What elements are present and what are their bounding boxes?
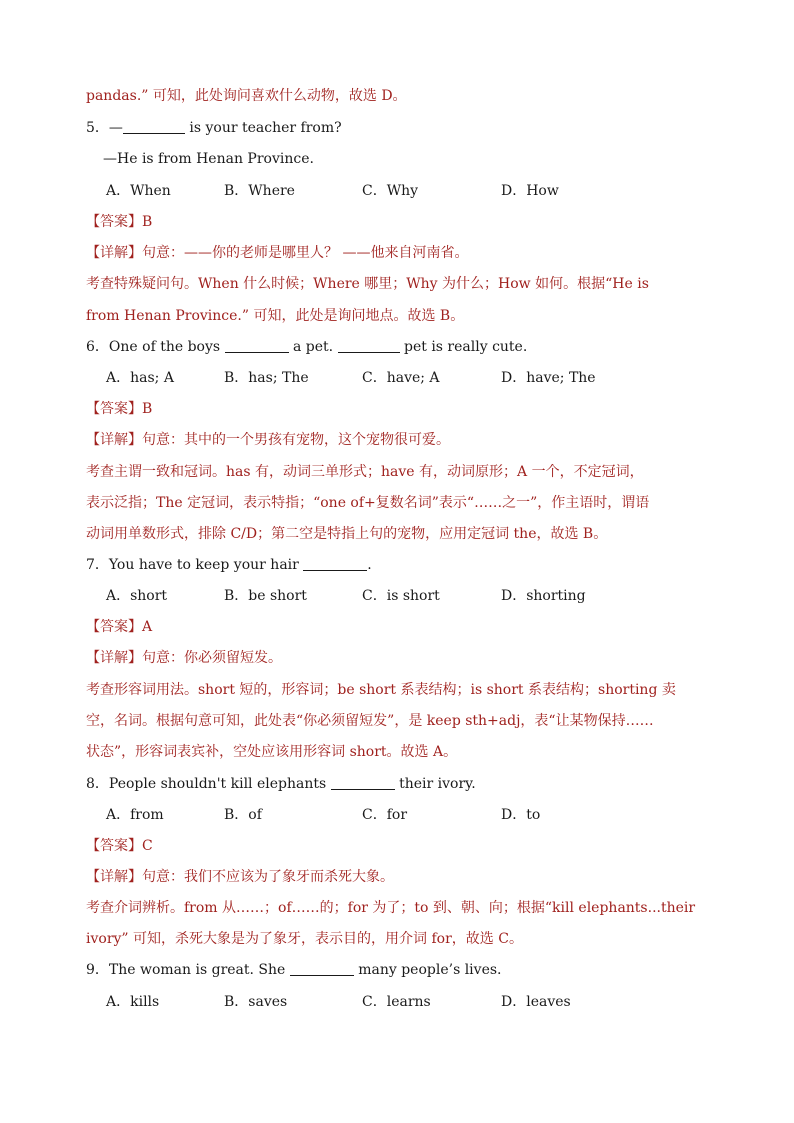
q9-stem: 9．The woman is great. She many people’s lives. xyxy=(86,962,502,978)
q9-option-d: D．leaves xyxy=(501,994,571,1010)
q8-option-c: C．for xyxy=(362,807,408,823)
q6-blank-1 xyxy=(225,338,289,353)
q8-blank xyxy=(331,775,395,790)
q8-option-d: D．to xyxy=(501,807,541,823)
q8-analysis-1: 考查介词辨析。from 从……；of……的；for 为了；to 到、朝、向；根据“kill elephants...their xyxy=(86,900,696,916)
q7-option-c: C．is short xyxy=(362,588,440,604)
q6-blank-2 xyxy=(338,338,400,353)
q6-option-a: A．has; A xyxy=(106,370,174,386)
q7-detail: 【详解】句意：你必须留短发。 xyxy=(86,650,282,666)
q6-stem: 6．One of the boys a pet. pet is really cute. xyxy=(86,339,528,355)
q5-option-a: A．When xyxy=(106,183,171,199)
q7-analysis-3: 状态”，形容词表宾补，空处应该用形容词 short。故选 A。 xyxy=(86,744,458,760)
q6-analysis-2: 表示泛指；The 定冠词，表示特指；“one of+复数名词”表示“……之一”，作主语时，谓语 xyxy=(86,495,650,511)
q5-answer: 【答案】B xyxy=(86,214,153,230)
q7-option-a: A．short xyxy=(106,588,168,604)
q6-analysis-1: 考查主谓一致和冠词。has 有，动词三单形式；have 有，动词原形；A 一个，不定冠词， xyxy=(86,464,644,480)
q7-option-b: B．be short xyxy=(224,588,307,604)
q7-option-d: D．shorting xyxy=(501,588,586,604)
q9-blank xyxy=(290,961,354,976)
q9-option-c: C．learns xyxy=(362,994,431,1010)
q8-analysis-2: ivory” 可知，杀死大象是为了象牙，表示目的，用介词 for，故选 C。 xyxy=(86,931,523,947)
q5-option-b: B．Where xyxy=(224,183,295,199)
q6-option-c: C．have; A xyxy=(362,370,440,386)
q8-option-a: A．from xyxy=(106,807,164,823)
q6-answer: 【答案】B xyxy=(86,401,153,417)
q8-stem: 8．People shouldn't kill elephants their ivory. xyxy=(86,776,476,792)
q8-answer: 【答案】C xyxy=(86,838,153,854)
prev-answer-tail: pandas.” 可知，此处询问喜欢什么动物，故选 D。 xyxy=(86,88,407,104)
q5-blank xyxy=(123,119,185,134)
q8-detail: 【详解】句意：我们不应该为了象牙而杀死大象。 xyxy=(86,869,394,885)
q5-option-d: D．How xyxy=(501,183,559,199)
q6-option-b: B．has; The xyxy=(224,370,309,386)
q6-analysis-3: 动词用单数形式，排除 C/D；第二空是特指上句的宠物，应用定冠词 the，故选 B。 xyxy=(86,526,608,542)
q9-option-a: A．kills xyxy=(106,994,160,1010)
q7-stem: 7．You have to keep your hair . xyxy=(86,557,372,573)
q5-analysis-1: 考查特殊疑问句。When 什么时候；Where 哪里；Why 为什么；How 如何。根据“He is xyxy=(86,276,649,292)
q7-answer: 【答案】A xyxy=(86,619,153,635)
q6-detail: 【详解】句意：其中的一个男孩有宠物，这个宠物很可爱。 xyxy=(86,432,450,448)
q9-option-b: B．saves xyxy=(224,994,288,1010)
q5-analysis-2: from Henan Province.” 可知，此处是询问地点。故选 B。 xyxy=(86,308,465,324)
q7-analysis-2: 空，名词。根据句意可知，此处表“你必须留短发”，是 keep sth+adj，表“让某物保持…… xyxy=(86,713,654,729)
q7-analysis-1: 考查形容词用法。short 短的，形容词；be short 系表结构；is short 系表结构；shorting 卖 xyxy=(86,682,676,698)
q5-detail: 【详解】句意：——你的老师是哪里人？ ——他来自河南省。 xyxy=(86,245,469,261)
q5-option-c: C．Why xyxy=(362,183,419,199)
q8-option-b: B．of xyxy=(224,807,262,823)
q6-option-d: D．have; The xyxy=(501,370,596,386)
q7-blank xyxy=(303,556,367,571)
q5-reply: —He is from Henan Province. xyxy=(103,151,314,167)
q5-stem: 5．— is your teacher from? xyxy=(86,120,342,136)
